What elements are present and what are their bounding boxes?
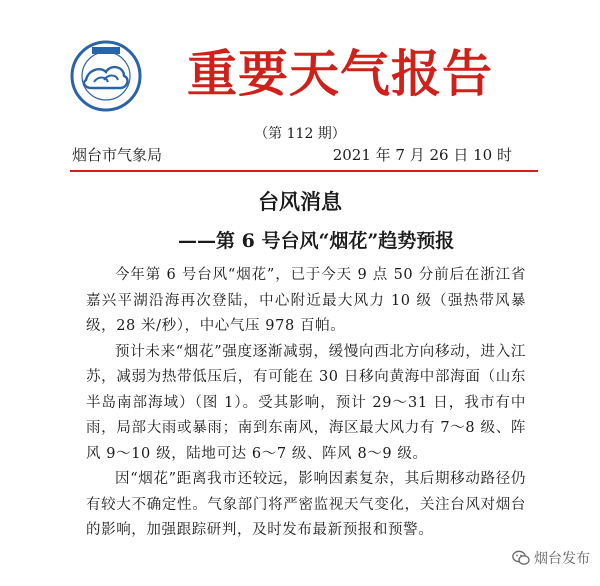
watermark-text: 烟台发布: [534, 551, 590, 567]
paragraph: 预计未来“烟花”强度逐渐减弱，缓慢向西北方向移动，进入江苏，减弱为热带低压后，有可能在 30 日移向黄海中部海面（山东半岛南部海域）（图 1）。受其影响，预计 29～31 日，我市有中雨，局部大雨或暴雨；南到东南风，海区最大风力有 7～8 级、阵风 9～10 级，陆地可达 6～7 级、阵风 8～9 级。: [86, 343, 526, 462]
report-title: 重要天气报告: [187, 44, 493, 103]
section-title: 台风消息: [258, 189, 342, 214]
article-body: [86, 263, 526, 544]
paragraph: 因“烟花”距离我市还较远，影响因素复杂，其后期移动路径仍有较大不确定性。气象部门将严密监视天气变化，关注台风对烟台的影响，加强跟踪研判，及时发布最新预报和预警。: [86, 471, 526, 538]
wechat-icon: [512, 550, 530, 566]
meteorological-seal-logo: [70, 40, 142, 112]
article-subtitle: ——第 6 号台风“烟花”趋势预报: [178, 230, 455, 252]
issuing-organization: 烟台市气象局: [72, 146, 163, 164]
issue-date: 2021 年 7 月 26 日 10 时: [332, 146, 512, 164]
issue-number: （第 112 期）: [254, 126, 346, 142]
header-divider: [70, 170, 538, 172]
paragraph: 今年第 6 号台风“烟花”，已于今天 9 点 50 分前后在浙江省嘉兴平湖沿海再次登陆，中心附近最大风力 10 级（强热带风暴级，28 米/秒），中心气压 978 百帕。: [86, 267, 526, 334]
source-watermark: [512, 548, 590, 568]
